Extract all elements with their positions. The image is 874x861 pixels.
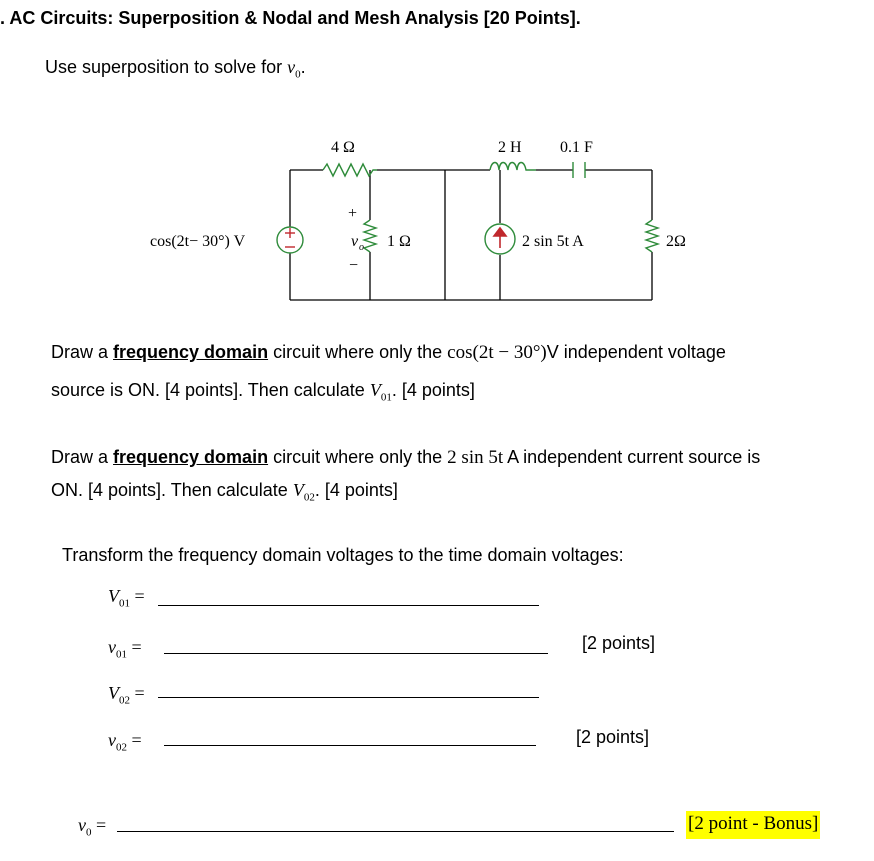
inductor-2h bbox=[490, 163, 536, 171]
q1-line1 bbox=[51, 342, 726, 364]
answer-v02-points: [2 points] bbox=[576, 727, 650, 747]
q2-line2-pre: ON. [4 points]. Then calculate bbox=[51, 480, 288, 500]
q1-pre: Draw a bbox=[51, 342, 109, 362]
answer-v01-blank[interactable] bbox=[164, 653, 548, 654]
q2-line1 bbox=[51, 447, 760, 469]
answer-v01-var: v bbox=[108, 637, 116, 657]
section-title: . AC Circuits: Superposition & Nodal and Mesh Analysis [20 Points]. bbox=[0, 8, 581, 28]
answer-v02-var: v bbox=[108, 730, 116, 750]
intro-text: Use superposition to solve for bbox=[45, 57, 283, 77]
isource-arrow-head bbox=[494, 228, 506, 236]
answer-V02-eq: = bbox=[134, 683, 145, 703]
q1-expr: cos(2t − 30°) bbox=[447, 342, 547, 363]
label-capacitor: 0.1 F bbox=[560, 139, 593, 156]
answer-v02 bbox=[108, 730, 142, 754]
label-vo-plus: + bbox=[348, 205, 358, 222]
answer-v02-sub: 02 bbox=[116, 741, 127, 754]
resistor-2ohm bbox=[646, 220, 658, 252]
answer-V02-blank[interactable] bbox=[158, 697, 539, 698]
label-inductor: 2 H bbox=[498, 139, 522, 156]
resistor-1ohm bbox=[364, 220, 376, 252]
label-vo: v bbox=[351, 233, 359, 250]
label-vo-minus: − bbox=[349, 257, 359, 274]
q2-post: A independent current source is bbox=[507, 447, 761, 467]
q2-bold: frequency domain bbox=[113, 447, 269, 467]
answer-v01-points: [2 points] bbox=[582, 633, 656, 653]
answer-v01-sub: 01 bbox=[116, 648, 127, 661]
answer-v01 bbox=[108, 637, 142, 661]
q1-post: V independent voltage bbox=[546, 342, 726, 362]
label-isource: 2 sin 5t A bbox=[522, 233, 584, 250]
answer-v02-eq: = bbox=[131, 730, 142, 750]
q1-var: V bbox=[369, 380, 381, 400]
label-vsource: cos(2t− 30°) V bbox=[150, 233, 246, 250]
q2-pre: Draw a bbox=[51, 447, 109, 467]
q1-line2-pre: source is ON. [4 points]. Then calculate bbox=[51, 380, 365, 400]
transform-instruction: Transform the frequency domain voltages to the time domain voltages: bbox=[62, 545, 624, 565]
q2-var: V bbox=[292, 480, 304, 500]
q2-expr: 2 sin 5t bbox=[447, 447, 504, 468]
intro-end: . bbox=[300, 57, 306, 77]
answer-v01-eq: = bbox=[131, 637, 142, 657]
q2-sub: 02 bbox=[303, 491, 315, 504]
resistor-4ohm bbox=[323, 164, 377, 176]
answer-V01-var: V bbox=[108, 586, 119, 606]
label-r-mid: 1 Ω bbox=[387, 233, 411, 250]
circuit-diagram bbox=[0, 0, 874, 330]
answer-v02-blank[interactable] bbox=[164, 745, 536, 746]
answer-V01 bbox=[108, 586, 145, 610]
q2-line2 bbox=[51, 480, 398, 504]
q1-bold: frequency domain bbox=[113, 342, 269, 362]
q2-line2-post: . [4 points] bbox=[314, 480, 398, 500]
answer-v0 bbox=[78, 815, 106, 839]
answer-v0-points: [2 point - Bonus] bbox=[686, 811, 820, 839]
q1-mid: circuit where only the bbox=[273, 342, 443, 362]
answer-v0-var: v bbox=[78, 815, 86, 835]
q1-line2-post: . [4 points] bbox=[391, 380, 475, 400]
answer-V01-blank[interactable] bbox=[158, 605, 539, 606]
q1-line2 bbox=[51, 380, 475, 404]
q2-mid: circuit where only the bbox=[273, 447, 443, 467]
answer-V02 bbox=[108, 683, 145, 707]
answer-v0-sub: 0 bbox=[86, 826, 92, 839]
answer-v0-eq: = bbox=[96, 815, 107, 835]
intro-sub: 0 bbox=[295, 68, 301, 81]
answer-V01-eq: = bbox=[134, 586, 145, 606]
q1-sub: 01 bbox=[380, 391, 392, 404]
answer-v0-blank[interactable] bbox=[117, 831, 674, 832]
label-r1: 4 Ω bbox=[331, 139, 355, 156]
answer-V02-sub: 02 bbox=[119, 694, 130, 707]
label-r-right: 2Ω bbox=[666, 233, 686, 250]
answer-V02-var: V bbox=[108, 683, 119, 703]
answer-V01-sub: 01 bbox=[119, 597, 130, 610]
intro-var: v bbox=[287, 57, 296, 77]
label-vo-sub: o bbox=[359, 242, 364, 253]
